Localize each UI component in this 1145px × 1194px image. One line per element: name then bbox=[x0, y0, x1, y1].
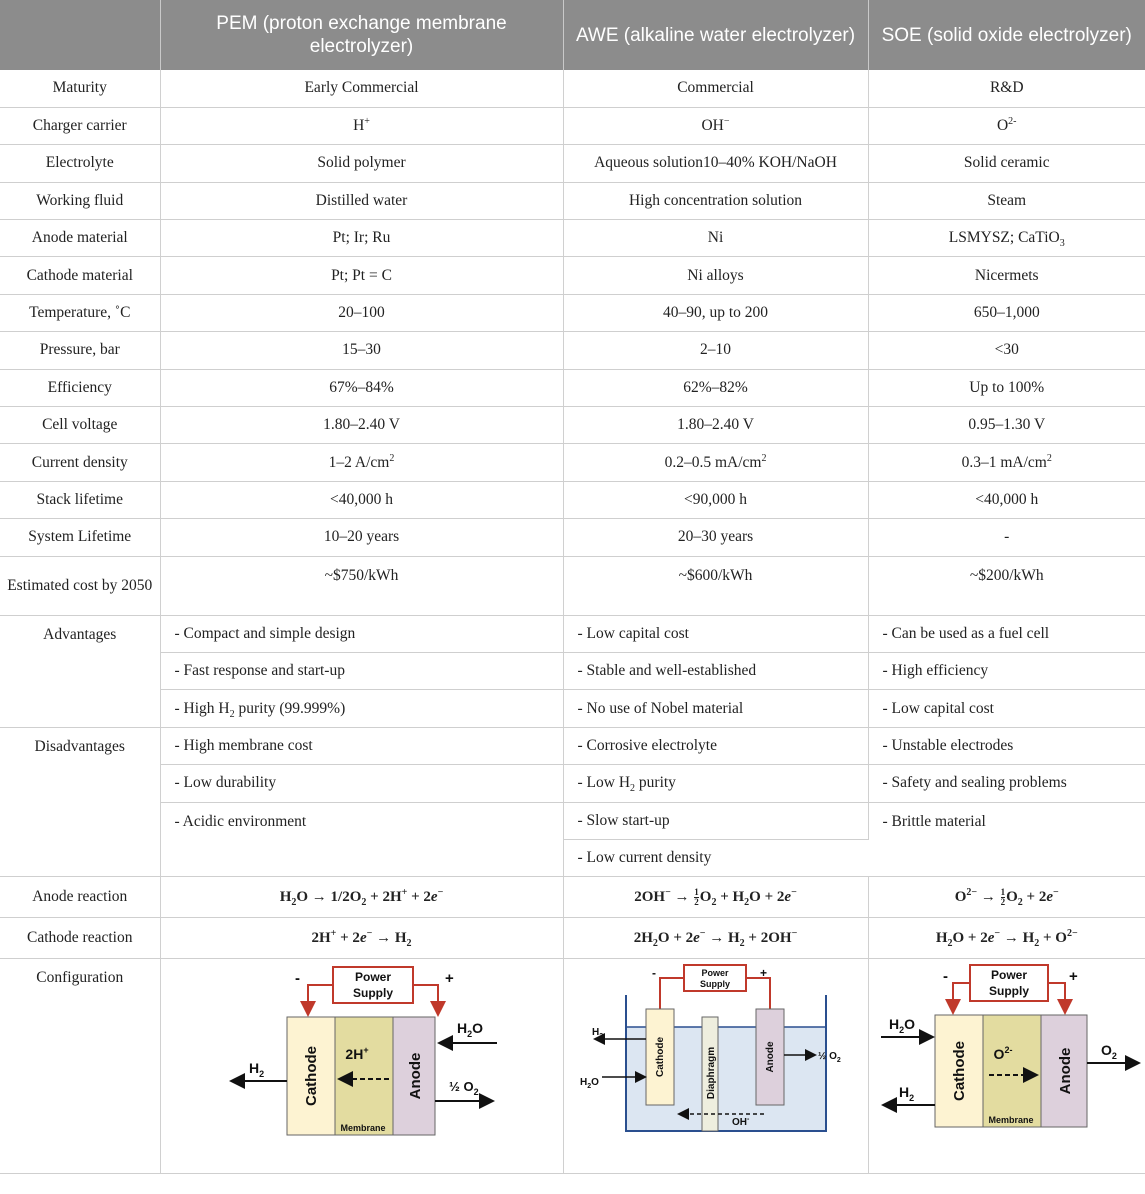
table-row-configuration bbox=[0, 959, 1145, 1174]
cell-pem: Early Commercial bbox=[160, 70, 563, 107]
row-label: Temperature, ˚C bbox=[0, 294, 160, 331]
cathode-reaction-soe: $H_2O + 2e^- \to H_2 + O^{2-}$ bbox=[868, 918, 1145, 959]
dis-pem-3: - Acidic environment bbox=[160, 802, 563, 877]
h2o-label: $H_2O$ bbox=[456, 1020, 483, 1040]
row-label-advantages: Advantages bbox=[0, 615, 160, 727]
cathode-label: Cathode bbox=[302, 1046, 320, 1107]
row-label: Anode material bbox=[0, 220, 160, 257]
cell-awe: 20–30 years bbox=[563, 519, 868, 556]
cell-soe: <40,000 h bbox=[868, 481, 1145, 518]
ion-label: $O^{2-}$ bbox=[993, 1045, 1012, 1063]
header-soe: SOE (solid oxide electrolyzer) bbox=[868, 0, 1145, 70]
cell-awe: OH− bbox=[563, 107, 868, 144]
fraction-half: $\frac{1}{2}$ bbox=[694, 886, 699, 907]
power-supply-label: Power bbox=[354, 970, 391, 985]
table-row bbox=[0, 519, 1145, 556]
wire-positive bbox=[413, 985, 438, 1013]
pem-diagram bbox=[161, 959, 564, 1173]
o2-label: ½ $O_2$ bbox=[448, 1079, 479, 1098]
row-label: Maturity bbox=[0, 70, 160, 107]
cell-awe: <90,000 h bbox=[563, 481, 868, 518]
membrane-label: Membrane bbox=[339, 1123, 386, 1134]
power-supply-label: Supply bbox=[699, 979, 730, 990]
dis-awe-4: - Low current density bbox=[563, 839, 868, 876]
table-row-disadvantages bbox=[0, 727, 1145, 764]
anode-reaction-soe: $O^{2-}$ → $\frac{1}{2}$ $O_2 + 2e^-$ bbox=[868, 877, 1145, 918]
pem-diagram-cell bbox=[160, 959, 563, 1174]
header-pem: PEM (proton exchange membrane electrolyzer) bbox=[160, 0, 563, 70]
cell-soe: LSMYSZ; CaTiO$_3$ bbox=[868, 220, 1145, 257]
adv-pem-1: - Compact and simple design bbox=[160, 615, 563, 652]
cell-pem: Pt; Pt = C bbox=[160, 257, 563, 294]
header-awe: AWE (alkaline water electrolyzer) bbox=[563, 0, 868, 70]
cell-pem: <40,000 h bbox=[160, 481, 563, 518]
row-label: Efficiency bbox=[0, 369, 160, 406]
power-supply-label: Power bbox=[990, 968, 1027, 983]
fraction-half: $\frac{1}{2}$ bbox=[1000, 886, 1006, 907]
table-row bbox=[0, 220, 1145, 257]
anode-label: Anode bbox=[1056, 1047, 1074, 1095]
row-label: Cell voltage bbox=[0, 407, 160, 444]
table-row-cost bbox=[0, 556, 1145, 615]
row-label: Cathode material bbox=[0, 257, 160, 294]
cell-awe: Ni alloys bbox=[563, 257, 868, 294]
cathode-label: Cathode bbox=[654, 1037, 666, 1078]
cathode-reaction-pem: $2H^+ + 2e^- \to H_2$ bbox=[160, 918, 563, 959]
header-row bbox=[0, 0, 1145, 70]
diaphragm-label: Diaphragm bbox=[705, 1047, 717, 1100]
table-row bbox=[0, 369, 1145, 406]
table-row-disadvantages bbox=[0, 765, 1145, 802]
table-row-advantages bbox=[0, 615, 1145, 652]
cell-soe: R&D bbox=[868, 70, 1145, 107]
table-row-advantages bbox=[0, 652, 1145, 689]
soe-diagram bbox=[869, 959, 1145, 1173]
ion-label: OH- bbox=[731, 1116, 749, 1129]
h2o-label: $H_2O$ bbox=[579, 1077, 599, 1091]
wire-positive bbox=[1048, 983, 1065, 1011]
cell-awe: 40–90, up to 200 bbox=[563, 294, 868, 331]
row-label-disadvantages: Disadvantages bbox=[0, 727, 160, 877]
cell-soe: ~$200/kWh bbox=[868, 556, 1145, 615]
cell-awe: 0.2–0.5 $mA/cm^2$ bbox=[563, 444, 868, 481]
adv-pem-2: - Fast response and start-up bbox=[160, 652, 563, 689]
anode-reaction-pem: $H_2O \to 1/2O_2 + 2H^+ + 2e^-$ bbox=[160, 877, 563, 918]
plus-sign: + bbox=[1068, 968, 1078, 986]
power-supply-label: Supply bbox=[988, 984, 1029, 999]
membrane-block bbox=[983, 1015, 1041, 1127]
cell-awe: ~$600/kWh bbox=[563, 556, 868, 615]
cell-pem: 1–2 $A/cm^2$ bbox=[160, 444, 563, 481]
awe-diagram bbox=[564, 959, 869, 1173]
table-row bbox=[0, 407, 1145, 444]
row-label: Cathode reaction bbox=[0, 918, 160, 959]
table-row bbox=[0, 444, 1145, 481]
cell-soe: Solid ceramic bbox=[868, 145, 1145, 182]
table-row bbox=[0, 481, 1145, 518]
row-label: Electrolyte bbox=[0, 145, 160, 182]
dis-pem-1: - High membrane cost bbox=[160, 727, 563, 764]
header-corner bbox=[0, 0, 160, 70]
dis-soe-1: - Unstable electrodes bbox=[868, 727, 1145, 764]
cell-soe: $O^{2-}$ bbox=[868, 107, 1145, 144]
cell-awe: Ni bbox=[563, 220, 868, 257]
table-row bbox=[0, 257, 1145, 294]
row-label: Working fluid bbox=[0, 182, 160, 219]
cell-pem: 67%–84% bbox=[160, 369, 563, 406]
wire-negative bbox=[308, 985, 333, 1013]
adv-awe-2: - Stable and well-established bbox=[563, 652, 868, 689]
anode-reaction-awe: 2OH− → $\frac{1}{2}$ $O_2 + H_2O + 2e^-$ bbox=[563, 877, 868, 918]
row-label: System Lifetime bbox=[0, 519, 160, 556]
plus-sign: + bbox=[444, 970, 454, 988]
cell-soe: Up to 100% bbox=[868, 369, 1145, 406]
h2-label: $H_2$ bbox=[248, 1060, 264, 1080]
cell-soe: Nicermets bbox=[868, 257, 1145, 294]
cell-awe: Aqueous solution10–40% KOH/NaOH bbox=[563, 145, 868, 182]
cell-pem: 20–100 bbox=[160, 294, 563, 331]
soe-diagram-cell bbox=[868, 959, 1145, 1174]
power-supply-label: Power bbox=[700, 968, 729, 979]
table-row bbox=[0, 107, 1145, 144]
table-row-anode-reaction bbox=[0, 877, 1145, 918]
dis-soe-3: - Brittle material bbox=[868, 802, 1145, 877]
o2-label: ½ $O_2$ bbox=[817, 1051, 841, 1065]
cell-pem: 1.80–2.40 V bbox=[160, 407, 563, 444]
table-row bbox=[0, 182, 1145, 219]
cell-awe: High concentration solution bbox=[563, 182, 868, 219]
plus-sign: + bbox=[759, 966, 767, 981]
adv-awe-3: - No use of Nobel material bbox=[563, 690, 868, 727]
row-label: Charger carrier bbox=[0, 107, 160, 144]
cell-pem: 15–30 bbox=[160, 332, 563, 369]
table-row bbox=[0, 70, 1145, 107]
adv-pem-3: - High $H_2$ purity (99.999%) bbox=[160, 690, 563, 727]
cell-awe: Commercial bbox=[563, 70, 868, 107]
o2-label: $O_2$ bbox=[1100, 1042, 1117, 1062]
wire-negative bbox=[953, 983, 970, 1011]
cathode-label: Cathode bbox=[950, 1041, 968, 1102]
cell-soe: <30 bbox=[868, 332, 1145, 369]
wire-positive bbox=[746, 978, 770, 1009]
row-label: Anode reaction bbox=[0, 877, 160, 918]
cell-pem: H+ bbox=[160, 107, 563, 144]
row-label: Configuration bbox=[0, 959, 160, 1174]
row-label: Pressure, bar bbox=[0, 332, 160, 369]
cell-pem: Solid polymer bbox=[160, 145, 563, 182]
dis-awe-2: - Low $H_2$ purity bbox=[563, 765, 868, 802]
cell-pem: 10–20 years bbox=[160, 519, 563, 556]
adv-awe-1: - Low capital cost bbox=[563, 615, 868, 652]
cell-pem: Distilled water bbox=[160, 182, 563, 219]
dis-awe-3: - Slow start-up bbox=[563, 802, 868, 839]
minus-sign: - bbox=[294, 970, 300, 988]
cell-pem: ~$750/kWh bbox=[160, 556, 563, 615]
cell-awe: 2–10 bbox=[563, 332, 868, 369]
dis-pem-2: - Low durability bbox=[160, 765, 563, 802]
table-row-disadvantages bbox=[0, 802, 1145, 839]
anode-label: Anode bbox=[764, 1041, 776, 1073]
dis-soe-2: - Safety and sealing problems bbox=[868, 765, 1145, 802]
table-row bbox=[0, 332, 1145, 369]
row-label: Estimated cost by 2050 bbox=[0, 556, 160, 615]
awe-diagram-cell bbox=[563, 959, 868, 1174]
table-row bbox=[0, 294, 1145, 331]
cell-soe: Steam bbox=[868, 182, 1145, 219]
row-label: Current density bbox=[0, 444, 160, 481]
membrane-label: Membrane bbox=[987, 1115, 1034, 1126]
table-row bbox=[0, 145, 1145, 182]
adv-soe-3: - Low capital cost bbox=[868, 690, 1145, 727]
cell-soe: 0.3–1 $mA/cm^2$ bbox=[868, 444, 1145, 481]
membrane-block bbox=[335, 1017, 393, 1135]
cell-soe: 650–1,000 bbox=[868, 294, 1145, 331]
power-supply-label: Supply bbox=[352, 986, 393, 1001]
adv-soe-1: - Can be used as a fuel cell bbox=[868, 615, 1145, 652]
h2-label: $H_2$ bbox=[898, 1084, 914, 1104]
table-row-cathode-reaction bbox=[0, 918, 1145, 959]
h2o-label: $H_2O$ bbox=[888, 1016, 915, 1036]
cell-soe: 0.95–1.30 V bbox=[868, 407, 1145, 444]
row-label: Stack lifetime bbox=[0, 481, 160, 518]
cell-pem: Pt; Ir; Ru bbox=[160, 220, 563, 257]
cathode-reaction-awe: $2H_2O + 2e^- \to H_2 + 2OH^-$ bbox=[563, 918, 868, 959]
ion-label: 2H+ bbox=[344, 1045, 369, 1063]
adv-soe-2: - High efficiency bbox=[868, 652, 1145, 689]
table-row-advantages bbox=[0, 690, 1145, 727]
minus-sign: - bbox=[651, 966, 656, 981]
cell-awe: 62%–82% bbox=[563, 369, 868, 406]
anode-label: Anode bbox=[406, 1052, 424, 1100]
dis-awe-1: - Corrosive electrolyte bbox=[563, 727, 868, 764]
h2-label: $H_2$ bbox=[591, 1027, 603, 1041]
cell-soe: - bbox=[868, 519, 1145, 556]
minus-sign: - bbox=[942, 968, 948, 986]
cell-awe: 1.80–2.40 V bbox=[563, 407, 868, 444]
wire-negative bbox=[660, 978, 684, 1009]
